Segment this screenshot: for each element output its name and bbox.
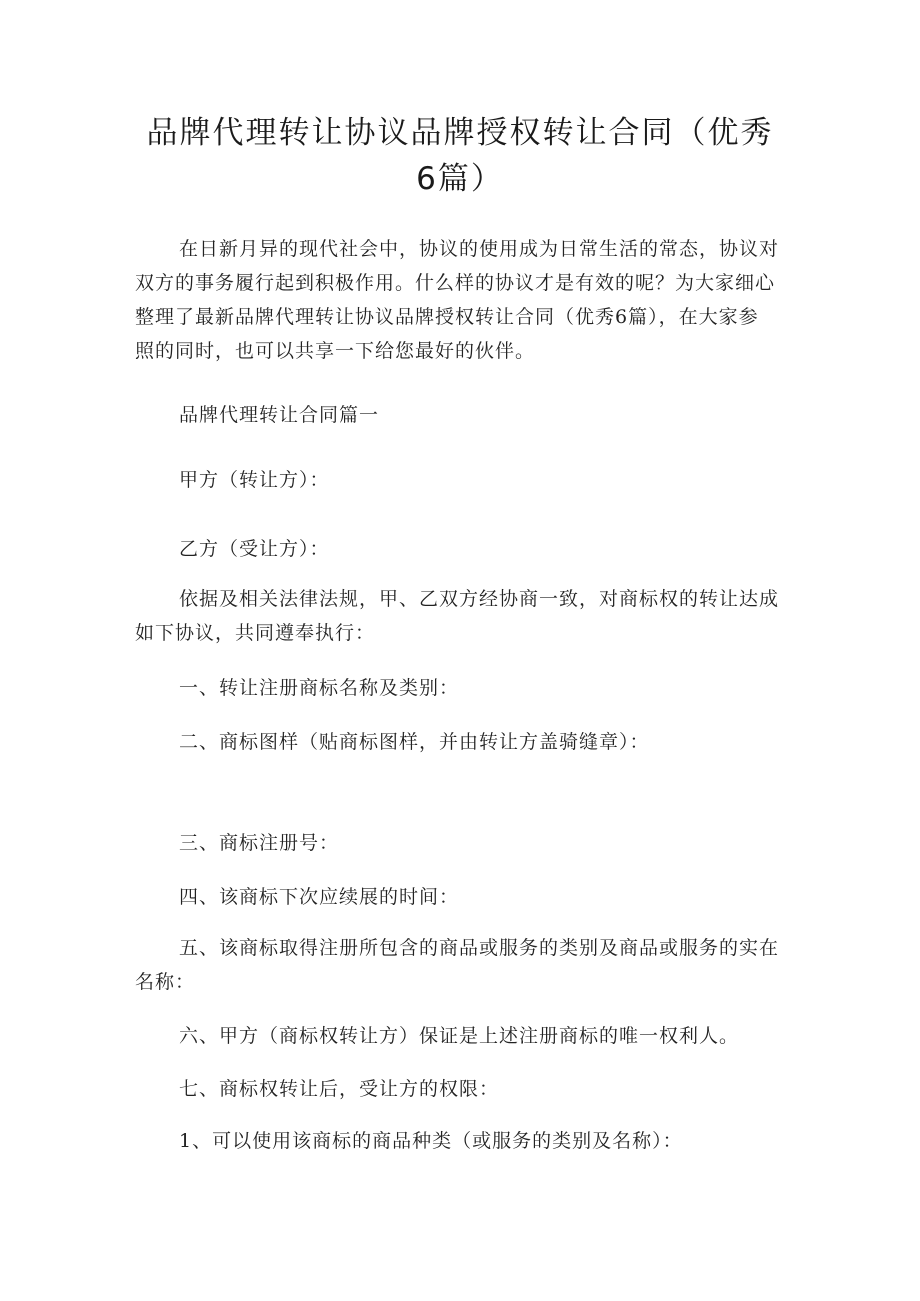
basis-paragraph bbox=[135, 582, 795, 650]
clause-6-text: 六、甲方（商标权转让方）保证是上述注册商标的唯一权利人。 bbox=[179, 1025, 740, 1047]
basis-line-2: 如下协议，共同遵奉执行： bbox=[135, 622, 376, 644]
clause-6 bbox=[135, 1019, 795, 1053]
intro-line-4: 照的同时，也可以共享一下给您最好的伙伴。 bbox=[135, 340, 536, 362]
intro-line-1: 在日新月异的现代社会中，协议的使用成为日常生活的常态，协议对 bbox=[179, 238, 780, 260]
intro-paragraph bbox=[135, 232, 795, 368]
title-line-2: 6篇） bbox=[416, 161, 504, 197]
party-a-text: 甲方（转让方）： bbox=[179, 469, 330, 491]
title-line-1: 品牌代理转让协议品牌授权转让合同（优秀 bbox=[146, 115, 774, 151]
party-b-text: 乙方（受让方）： bbox=[179, 538, 330, 560]
document-title bbox=[130, 110, 790, 202]
clause-5-line-1: 五、该商标取得注册所包含的商品或服务的类别及商品或服务的实在 bbox=[179, 937, 780, 959]
clause-1-text: 一、转让注册商标名称及类别： bbox=[179, 677, 460, 699]
section-heading-text: 品牌代理转让合同篇一 bbox=[179, 404, 380, 426]
clause-1 bbox=[135, 671, 795, 705]
clause-4-text: 四、该商标下次应续展的时间： bbox=[179, 886, 460, 908]
party-a-line bbox=[135, 463, 795, 497]
section-heading bbox=[135, 398, 795, 432]
clause-7-text: 七、商标权转让后，受让方的权限： bbox=[179, 1078, 500, 1100]
clause-7-1-text: 1、可以使用该商标的商品种类（或服务的类别及名称）： bbox=[179, 1130, 683, 1152]
clause-3-text: 三、商标注册号： bbox=[179, 832, 340, 854]
clause-7-1 bbox=[135, 1124, 795, 1158]
clause-5-line-2: 名称： bbox=[135, 971, 196, 993]
intro-line-3: 整理了最新品牌代理转让协议品牌授权转让合同（优秀6篇），在大家参 bbox=[135, 306, 759, 328]
clause-4 bbox=[135, 880, 795, 914]
basis-line-1: 依据及相关法律法规，甲、乙双方经协商一致，对商标权的转让达成 bbox=[179, 588, 780, 610]
clause-3 bbox=[135, 826, 795, 860]
clause-7 bbox=[135, 1072, 795, 1106]
party-b-line bbox=[135, 532, 795, 566]
clause-2-text: 二、商标图样（贴商标图样，并由转让方盖骑缝章）： bbox=[179, 731, 650, 753]
clause-2 bbox=[135, 725, 795, 759]
intro-line-2: 双方的事务履行起到积极作用。什么样的协议才是有效的呢？为大家细心 bbox=[135, 272, 776, 294]
clause-5 bbox=[135, 931, 795, 999]
